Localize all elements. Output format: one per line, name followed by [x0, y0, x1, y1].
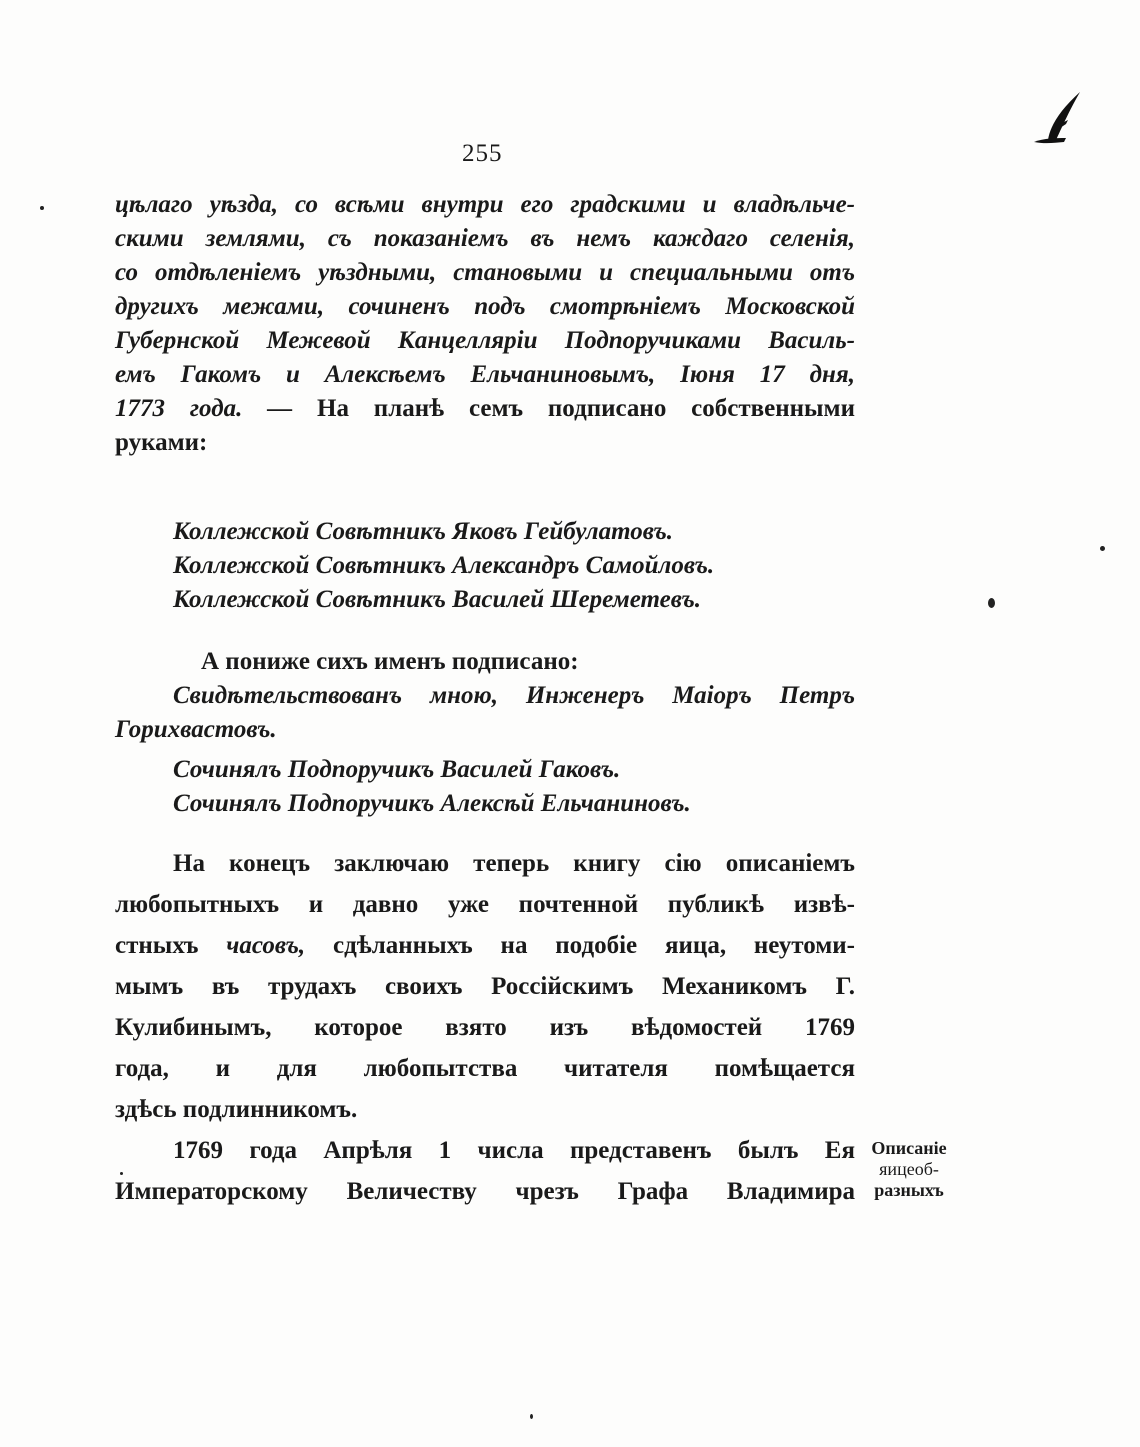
ink-speck — [530, 1414, 533, 1419]
year-phrase: 1773 года. — — [115, 395, 293, 422]
text-line: другихъ межами, сочиненъ подъ смотрѣніемъ Московской — [115, 293, 855, 320]
text-line: со отдѣленіемъ уѣздными, становыми и специальными отъ — [115, 259, 855, 286]
lower-heading: А пониже сихъ именъ подписано: — [201, 648, 579, 675]
margin-note-line: яицеоб- — [879, 1159, 939, 1179]
paragraph-clock-presentation — [115, 1130, 855, 1212]
text-line: здѣсь подлинникомъ. — [115, 1096, 358, 1123]
quill-mark-icon — [1026, 88, 1086, 152]
paragraph-conclusion — [115, 843, 855, 1130]
ink-speck — [120, 1172, 123, 1175]
witness-line: Свидѣтельствованъ мною, Инженеръ Маіоръ Петръ — [173, 682, 855, 709]
text-line: руками: — [115, 429, 208, 456]
signature-list — [115, 515, 855, 617]
page-number: 255 — [462, 140, 503, 167]
paragraph-plan-description — [115, 188, 855, 460]
text-line-mixed — [115, 925, 855, 966]
text-line: скими землями, съ показаніемъ въ немъ каждаго селенія, — [115, 225, 855, 252]
text-line: любопытныхъ и давно уже почтенной публикѣ извѣ- — [115, 891, 855, 918]
composer-line: Сочинялъ Подпоручикъ Василей Гаковъ. — [173, 756, 621, 783]
ink-speck — [988, 598, 995, 608]
italic-word: часовъ, — [226, 932, 306, 959]
signature-line: Коллежской Совѣтникъ Яковъ Гейбулатовъ. — [173, 518, 674, 545]
text-line: 1769 года Апрѣля 1 числа представенъ былъ Ея — [173, 1137, 855, 1164]
text-fragment: сдѣланныхъ на подобіе яица, неутоми- — [332, 932, 856, 959]
signature-line: Коллежской Совѣтникъ Александръ Самойловъ. — [173, 552, 715, 579]
signed-phrase: На планѣ семъ подписано собственными — [317, 395, 855, 422]
text-line: Императорскому Величеству чрезъ Графа Владимира — [115, 1178, 855, 1205]
text-line: года, и для любопытства читателя помѣщается — [115, 1055, 855, 1082]
text-line: Губернской Межевой Канцелляріи Подпоручиками Василь- — [115, 327, 855, 354]
text-line: цѣлаго уѣзда, со всѣми внутри его градскими и владѣльче- — [115, 191, 855, 218]
margin-note — [860, 1138, 958, 1201]
witness-line: Горихвастовъ. — [115, 716, 277, 743]
ink-speck — [40, 206, 44, 210]
text-line: емъ Гакомъ и Алексѣемъ Ельчаниновымъ, Іюня 17 дня, — [115, 361, 855, 388]
text-line-mixed — [115, 392, 855, 426]
text-fragment: стныхъ — [115, 932, 199, 959]
text-line: На конецъ заключаю теперь книгу сію описаніемъ — [173, 850, 855, 877]
ink-speck — [1100, 546, 1105, 551]
composer-line: Сочинялъ Подпоручикъ Алексѣй Ельчаниновъ. — [173, 790, 691, 817]
text-line: мымъ въ трудахъ своихъ Россійскимъ Механикомъ Г. — [115, 973, 855, 1000]
signature-line: Коллежской Совѣтникъ Василей Шереметевъ. — [173, 586, 702, 613]
text-line: Кулибинымъ, которое взято изъ вѣдомостей 1769 — [115, 1014, 855, 1041]
margin-note-line: Описаніе — [871, 1138, 947, 1158]
margin-note-line: разныхъ — [874, 1180, 944, 1200]
witness-section — [115, 645, 855, 821]
